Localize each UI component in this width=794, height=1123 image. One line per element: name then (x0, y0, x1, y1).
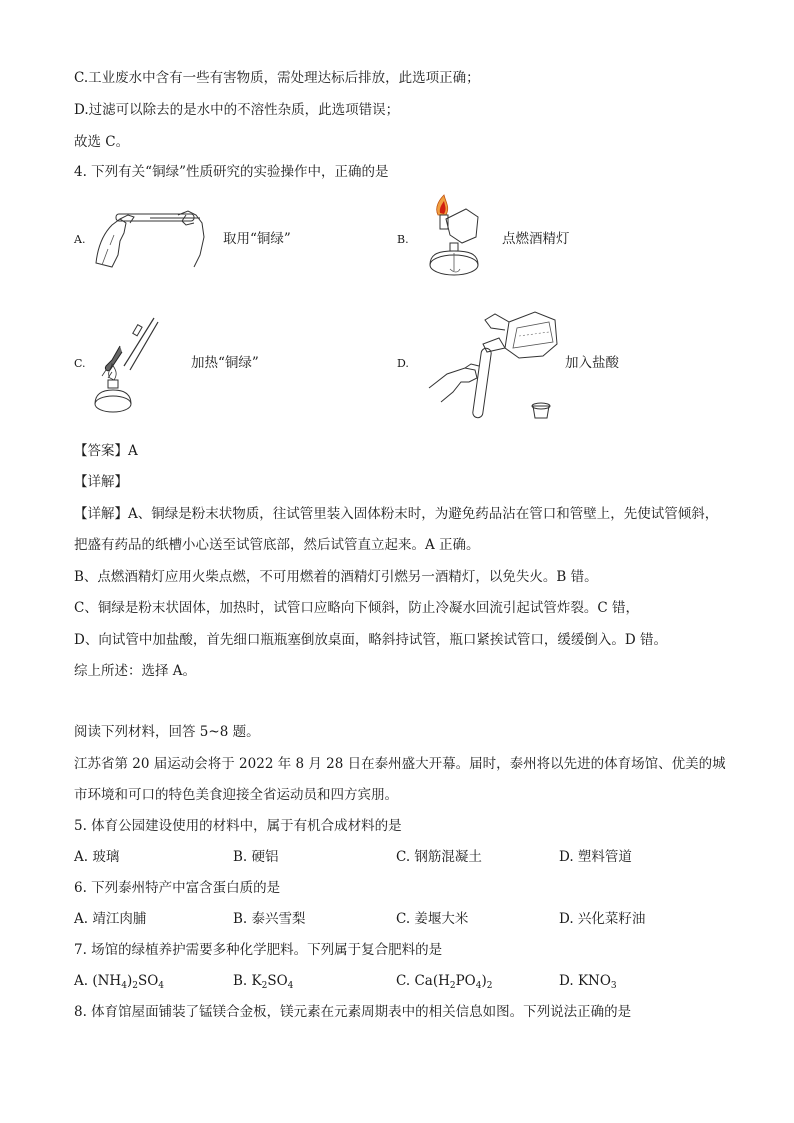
hands-test-tube-illustration (90, 205, 215, 270)
q6-option-a: A. 靖江肉脯 (74, 911, 147, 927)
material-line-2: 市环境和可口的特色美食迎接全省运动员和四方宾朋。 (74, 787, 398, 803)
answer-label: 【答案】 (74, 443, 128, 459)
detail-line-3: B、点燃酒精灯应用火柴点燃，不可用燃着的酒精灯引燃另一酒精灯，以免失火。B 错。 (74, 569, 598, 585)
q7-option-a: A. $(NH_4)_2SO_4$ (74, 973, 165, 991)
q6-option-d: D. 兴化菜籽油 (559, 911, 646, 927)
q6-option-b: B. 泰兴雪梨 (233, 911, 306, 927)
q4-option-b-letter: B. (397, 233, 409, 246)
q4-option-a-letter: A. (74, 233, 86, 246)
q7-option-d: D. $KNO_3$ (559, 973, 617, 991)
detail-line-1: 【详解】A、铜绿是粉末状物质，往试管里装入固体粉末时，为避免药品沾在管口和管壁上，先使试管倾斜， (74, 506, 719, 522)
detail-line-5: D、向试管中加盐酸，首先细口瓶瓶塞倒放桌面，略斜持试管，瓶口紧挨试管口，缓缓倒入。D 错。 (74, 632, 667, 648)
material-line-1: 江苏省第 20 届运动会将于 2022 年 8 月 28 日在泰州盛大开幕。届时，泰州将以先进的体育场馆、优美的城 (74, 756, 726, 772)
question-4-stem: 4. 下列有关“铜绿”性质研究的实验操作中，正确的是 (74, 164, 389, 180)
detail-label: 【详解】 (74, 474, 128, 490)
material-intro: 阅读下列材料，回答 5~8 题。 (74, 724, 260, 740)
q4-option-d-letter: D. (397, 357, 409, 370)
answer-line (74, 441, 138, 461)
detail-line-6: 综上所述：选择 A。 (74, 663, 197, 679)
question-7-stem: 7. 场馆的绿植养护需要多种化学肥料。下列属于复合肥料的是 (74, 942, 443, 958)
analysis-line-c: C.工业废水中含有一些有害物质，需处理达标后排放，此选项正确； (74, 70, 480, 86)
q5-option-a: A. 玻璃 (74, 849, 120, 865)
lighting-alcohol-lamp-illustration (420, 195, 490, 280)
analysis-choice: 故选 C。 (74, 134, 130, 150)
heating-test-tube-illustration (94, 318, 164, 418)
question-8-stem: 8. 体育馆屋面铺装了锰镁合金板，镁元素在元素周期表中的相关信息如图。下列说法正确的是 (74, 1004, 632, 1020)
pouring-acid-illustration (425, 308, 560, 430)
q4-option-d-caption: 加入盐酸 (565, 355, 619, 371)
detail-line-2: 把盛有药品的纸槽小心送至试管底部，然后试管直立起来。A 正确。 (74, 537, 480, 553)
analysis-line-d: D.过滤可以除去的是水中的不溶性杂质，此选项错误； (74, 102, 400, 118)
answer-value: A (128, 443, 138, 459)
detail-line-4: C、铜绿是粉末状固体，加热时，试管口应略向下倾斜，防止冷凝水回流引起试管炸裂。C 错， (74, 600, 639, 616)
q7-option-c: C. $Ca(H_2PO_4)_2$ (396, 973, 493, 991)
q4-option-b-caption: 点燃酒精灯 (502, 231, 570, 247)
q5-option-c: C. 钢筋混凝土 (396, 849, 482, 865)
q5-option-d: D. 塑料管道 (559, 849, 632, 865)
q4-option-c-letter: C. (74, 357, 86, 370)
q6-option-c: C. 姜堰大米 (396, 911, 469, 927)
q4-option-c-caption: 加热“铜绿” (191, 355, 259, 371)
q4-option-a-caption: 取用“铜绿” (223, 231, 291, 247)
question-5-stem: 5. 体育公园建设使用的材料中，属于有机合成材料的是 (74, 818, 402, 834)
q7-option-b: B. $K_2SO_4$ (233, 973, 294, 991)
question-6-stem: 6. 下列泰州特产中富含蛋白质的是 (74, 880, 281, 896)
q5-option-b: B. 硬铝 (233, 849, 279, 865)
